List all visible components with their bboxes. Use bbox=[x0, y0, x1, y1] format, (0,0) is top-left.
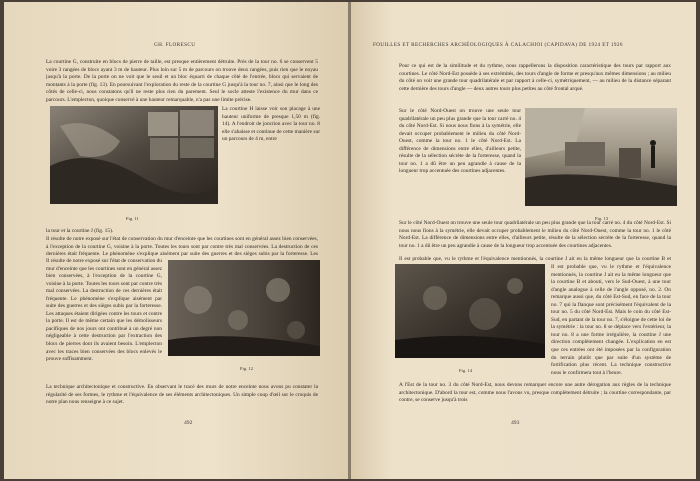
right-page bbox=[351, 2, 696, 479]
right-running-header: FOUILLES ET RECHERCHES ARCHÉOLOGIQUES À CALACHIOI (CAPIDAVA) DE 1924 ET 1926 bbox=[373, 42, 623, 48]
left-page-number: 492 bbox=[184, 420, 193, 426]
book-spread bbox=[4, 2, 696, 479]
left-paragraph-2: La courtine H laisse voir son placage à une hauteur uniforme de presque 1,50 m (fig. 14). A l'endroit de jonction avec la tour no. 8 elle s'abaisse et continue de cette manière sur un parcours de 4 m, entre bbox=[222, 106, 320, 143]
fig-11-caption: Fig. 11 bbox=[126, 216, 139, 221]
right-paragraph-2: Sur le côté Nord-Ouest on trouve une seule tour quadrilatérale un peu plus grande que la tour carré no. 4 du côté Nord-Est. Si nous nous fions à la symétrie, elle devait occuper probablement le milieu du côté Nord-Ouest, comme la tour no. 1 le côté Nord-Est. La différence de dimensions entre elles, d'ailleurs petite, résulte de la sélection sécrète de la forteresse, quand la tour no. 1 a dû être un peu agrandie à cause de la longueur trop accentuée des courtines adjacentes. bbox=[399, 108, 521, 175]
right-paragraph-2-end: Sur le côté Nord-Ouest on trouve une seule tour quadrilatérale un peu plus grande que la tour carré no. 4 du côté Nord-Est. Si nous nous fions à la symétrie, elle devait occuper probablement le milieu du côté Nord-Ouest, comme la tour no. 1 le côté Nord-Est. La différence de dimensions entre elles, d'ailleurs petite, résulte de la sélection sécrète de la forteresse, quand la tour no. 1 a dû être un peu agrandie à cause de la longueur trop accentuée des courtines adjacentes. bbox=[399, 220, 671, 249]
fig-13-photo bbox=[525, 108, 677, 206]
fig-12-photo bbox=[168, 260, 320, 356]
left-paragraph-1: La courtine G, construite en blocs de pierre de taille, est presque entièrement détruite. Près de la tour no. 6 se conservent 5 voire 3 rangées de blocs ayant 3 m de hauteur. Plus loin sur 5 m de parcours on trouve deux rangées, puis rien que le noyau jusqu'à la porte. De la porte on ne voit que le seuil et un bloc équarri de chaque côté de l'entrée, blocs qui servaient de montants à la porte (fig. 13). En poursuivant l'exploration du reste de la courtine G jusqu'à la tour no. 7, ainsi que le long des côtés de celle-ci, nous constatons qu'il ne reste plus rien du parement. Seul le socle atteste l'existence du mur dans ce parcours. L'emplecton, quoique conservé à une hauteur remarquable, n'a pas une limite précise. bbox=[46, 59, 318, 103]
right-paragraph-1: Pour ce qui est de la similitude et du rythme, nous rappellerons la disposition caractéristique des tours par rapport aux courtines. Le côté Nord-Est possède à ses extrémités, des tours d'angle de forme et presqu'aux mêmes dimensions ; au milieu du côté on voit une grande tour quadrilatérale et par rapport à celle-ci, symétriquement, — au milieu de la distance séparant cette dernière des tours d'angle — deux autres tours plus petites au côté frontal arqué. bbox=[399, 63, 671, 92]
left-paragraph-3: la tour et la courtine J (fig. 15). bbox=[46, 228, 114, 234]
fig-14-photo bbox=[395, 264, 545, 358]
left-paragraph-5: La technique architectonique et constructive. En observant le tracé des murs de notre enceinte nous avons pu constater la régularité de ses formes, le rythme et l'équivalence de ses éléments architectoniques. Un simple coup d'œil sur le croquis de notre plan nous renseigne à ce sujet. bbox=[46, 384, 318, 406]
fig-14-caption: Fig. 14 bbox=[459, 368, 473, 373]
left-paragraph-4-column: Il résulte de notre exposé sur l'état de conservation du mur d'enceinte que les courtines sont en général assez bien conservées, à l'exception de la courtine G, voisine à la porte. Toutes les tours sont par contre très mal conservées. La destruction de ces dernières était fréquente. Le phénomène s'explique aisément par suite des guerres et des sièges subis par la forteresse. Les attaques étaient dirigées contre les tours et contre la porte. Il est de même certain que les démolisseurs pacifiques de nos jours ont contribué à un degré non négligeable à cette destruction par l'extraction des blocs de pierres dont ils avaient besoin. L'emplecton avec les traces bien conservées des blocs enlevés le prouve suffisamment. bbox=[46, 258, 162, 363]
fig-11-photo bbox=[50, 106, 218, 204]
left-running-header: GH. FLORESCU bbox=[154, 42, 196, 48]
right-paragraph-3-column: Il est probable que, vu le rythme et l'équivalence mentionnés, la courtine J ait eu la même longueur que la courtine B et abouti, vers le Sud-Ouest, à une tour d'angle analogue à celle de l'angle opposé, no. 2. On remarque aussi que, du côté Est-Sud, en face de la tour no. 7 qui la flanque sont précisément l'équivalent de la tour no. 5 du côté Nord-Est. Mais le coin du côté Est-Sud, en partant de la tour no. 7, s'éloigne de cette loi de la symétrie : la tour no. 8 se déplace vers l'extérieur, la tour no. 8 a une forme irrégulière, la courtine J une direction complètement changée. L'explication en est que ces entrées ont été imposées par la configuration du terrain plutôt que par suite d'un système de fortification plus récent. La technique constructive nous le confirmera tout à l'heure. bbox=[551, 264, 671, 376]
fig-13-caption: Fig. 13 bbox=[595, 216, 609, 221]
left-paragraph-4-top: Il résulte de notre exposé sur l'état de conservation du mur d'enceinte que les courtines sont en général assez bien conservées, à l'exception de la courtine G, voisine à la porte. Toutes les tours sont par contre très mal conservées. La destruction de ces dernières était fréquente. Le phénomène s'explique aisément par suite des guerres et des sièges subis par la forteresse. Les bbox=[46, 236, 318, 258]
right-paragraph-4: A l'Est de la tour no. 3 du côté Nord-Est, nous devons remarquer encore une autre dérogation aux règles de la technique architectonique. D'abord la tour est, comme nous l'avons vu, presque complètement détruite ; la courtine correspondante, par contre, se conserve jusqu'à trois bbox=[399, 382, 671, 404]
right-paragraph-3-top: Il est probable que, vu le rythme et l'équivalence mentionnés, la courtine J ait eu la même longueur que la courtine B et bbox=[399, 256, 671, 262]
fig-12-caption: Fig. 12 bbox=[240, 366, 254, 371]
left-page bbox=[4, 2, 349, 479]
right-page-number: 493 bbox=[511, 420, 520, 426]
